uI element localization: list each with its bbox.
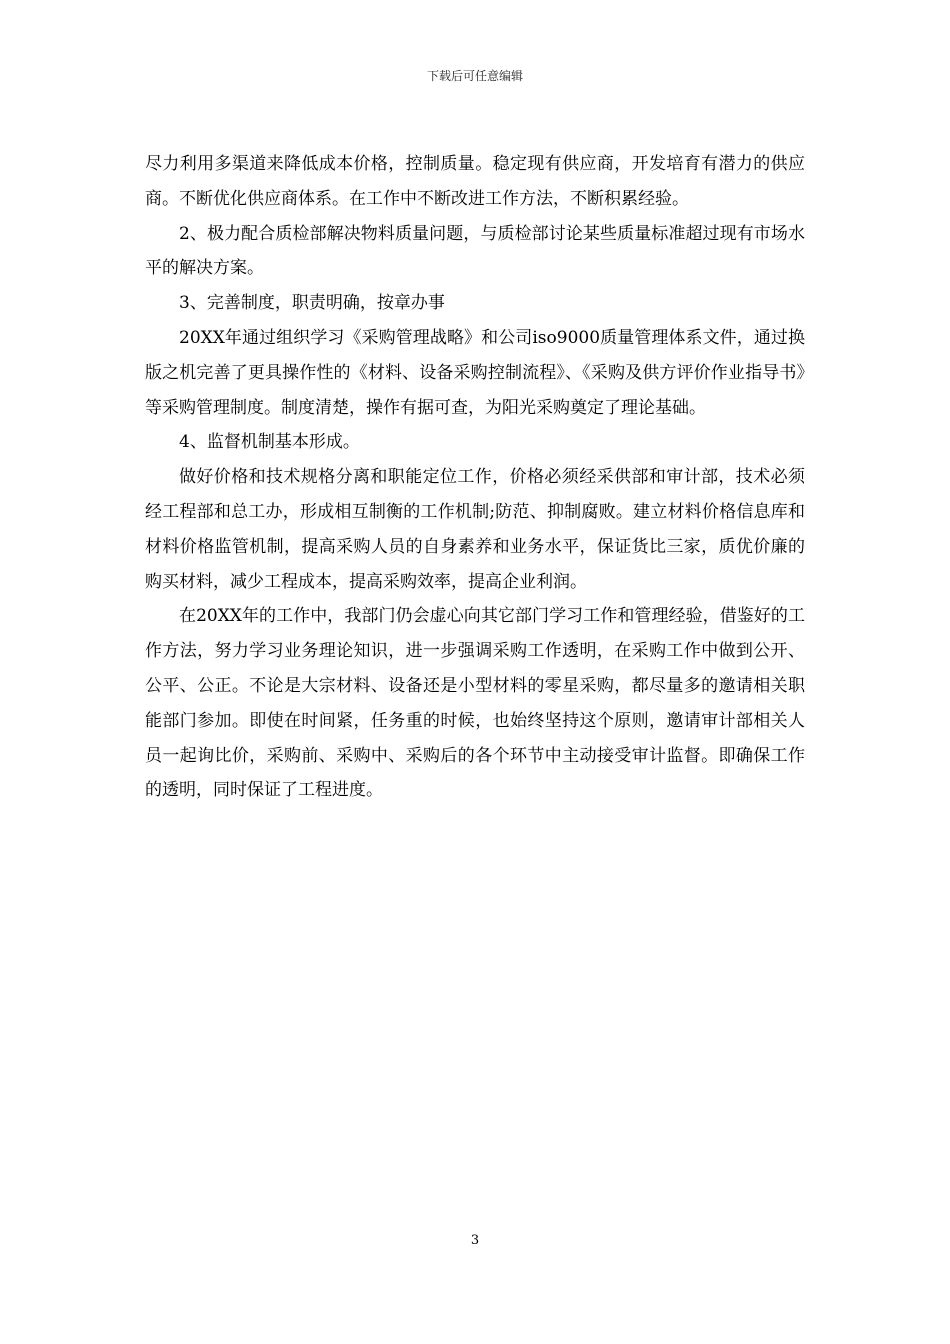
paragraph-3-heading: 3、完善制度，职责明确，按章办事 (179, 293, 445, 314)
page-number: 3 (470, 1233, 480, 1248)
document-body (145, 147, 805, 808)
paragraph-2: 2、极力配合质检部解决物料质量问题，与质检部讨论某些质量标准超过现有市场水平的解决方案。 (145, 223, 805, 279)
page-header: 下载后可任意编辑 (426, 69, 523, 83)
paragraph-6: 做好价格和技术规格分离和职能定位工作，价格必须经采供部和审计部，技术必须经工程部和总工办，形成相互制衡的工作机制;防范、抑制腐败。建立材料价格信息库和材料价格监管机制，提高采购人员的自身素养和业务水平，保证货比三家，质优价廉的购买材料，减少工程成本，提高采购效率，提高企业利润。 (145, 467, 805, 592)
paragraph-5-heading: 4、监督机制基本形成。 (179, 432, 360, 453)
paragraph-1: 尽力利用多渠道来降低成本价格，控制质量。稳定现有供应商，开发培育有潜力的供应商。不断优化供应商体系。在工作中不断改进工作方法，不断积累经验。 (145, 154, 805, 209)
paragraph-7: 在20XX年的工作中，我部门仍会虚心向其它部门学习工作和管理经验，借鉴好的工作方法，努力学习业务理论知识，进一步强调采购工作透明，在采购工作中做到公开、公平、公正。不论是大宗材料、设备还是小型材料的零星采购，都尽量多的邀请相关职能部门参加。即使在时间紧，任务重的时候，也始终坚持这个原则，邀请审计部相关人员一起询比价，采购前、采购中、采购后的各个环节中主动接受审计监督。即确保工作的透明，同时保证了工程进度。 (145, 606, 805, 801)
paragraph-4: 20XX年通过组织学习《采购管理战略》和公司iso9000质量管理体系文件，通过换版之机完善了更具操作性的《材料、设备采购控制流程》、《采购及供方评价作业指导书》等采购管理制度。制度清楚，操作有据可查，为阳光采购奠定了理论基础。 (145, 327, 805, 418)
